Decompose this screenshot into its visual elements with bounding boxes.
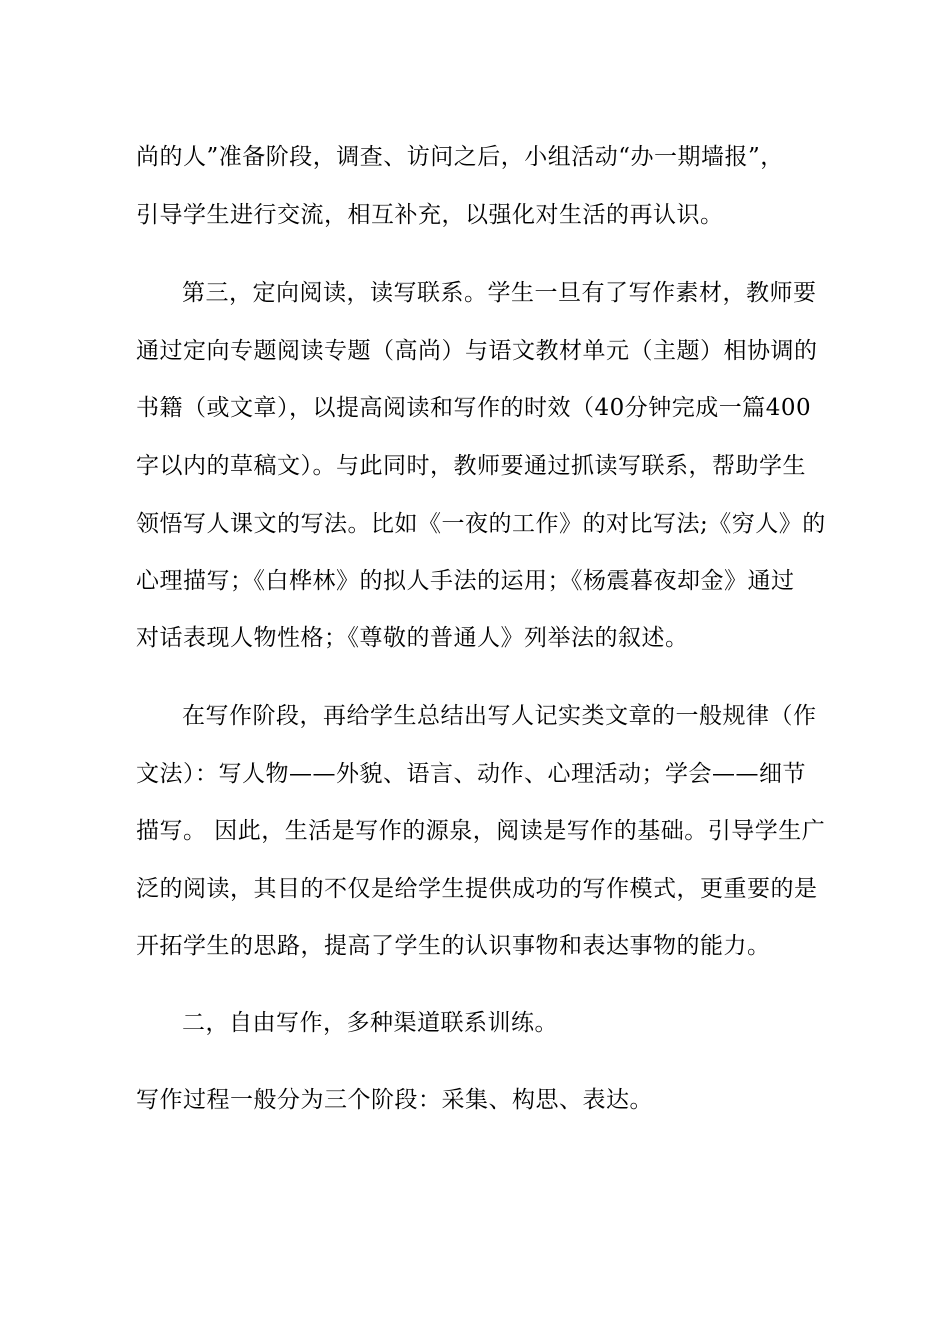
text-line-7: 领悟写人课文的写法。比如《一夜的工作》的对比写法;《穷人》的 — [136, 511, 826, 537]
text-line-16: 写作过程一般分为三个阶段：采集、构思、表达。 — [136, 1087, 653, 1113]
text-line-2: 引导学生进行交流，相互补充，以强化对生活的再认识。 — [136, 202, 724, 228]
text-line-13: 泛的阅读，其目的不仅是给学生提供成功的写作模式，更重要的是 — [136, 876, 818, 902]
text-line-3: 第三，定向阅读，读写联系。学生一旦有了写作素材，教师要 — [182, 280, 817, 306]
section-heading: 二，自由写作，多种渠道联系训练。 — [182, 1010, 558, 1036]
text-line-4: 通过定向专题阅读专题（高尚）与语文教材单元（主题）相协调的 — [136, 338, 818, 364]
text-line-9: 对话表现人物性格；《尊敬的普通人》列举法的叙述。 — [136, 625, 689, 651]
text-line-11: 文法）：写人物——外貌、语言、动作、心理活动；学会——细节 — [136, 761, 806, 787]
text-line-5: 书籍（或文章），以提高阅读和写作的时效（40分钟完成一篇400 — [136, 395, 812, 421]
text-line-10: 在写作阶段，再给学生总结出写人记实类文章的一般规律（作 — [182, 703, 817, 729]
text-line-14: 开拓学生的思路，提高了学生的认识事物和表达事物的能力。 — [136, 933, 771, 959]
text-line-8: 心理描写；《白桦林》的拟人手法的运用；《杨震暮夜却金》通过 — [136, 568, 795, 594]
text-line-6: 字以内的草稿文）。与此同时，教师要通过抓读写联系，帮助学生 — [136, 453, 806, 479]
text-line-1: 尚的人”准备阶段，调查、访问之后，小组活动“办一期墙报”， — [136, 144, 784, 170]
text-line-12: 描写。 因此，生活是写作的源泉，阅读是写作的基础。引导学生广 — [136, 818, 826, 844]
